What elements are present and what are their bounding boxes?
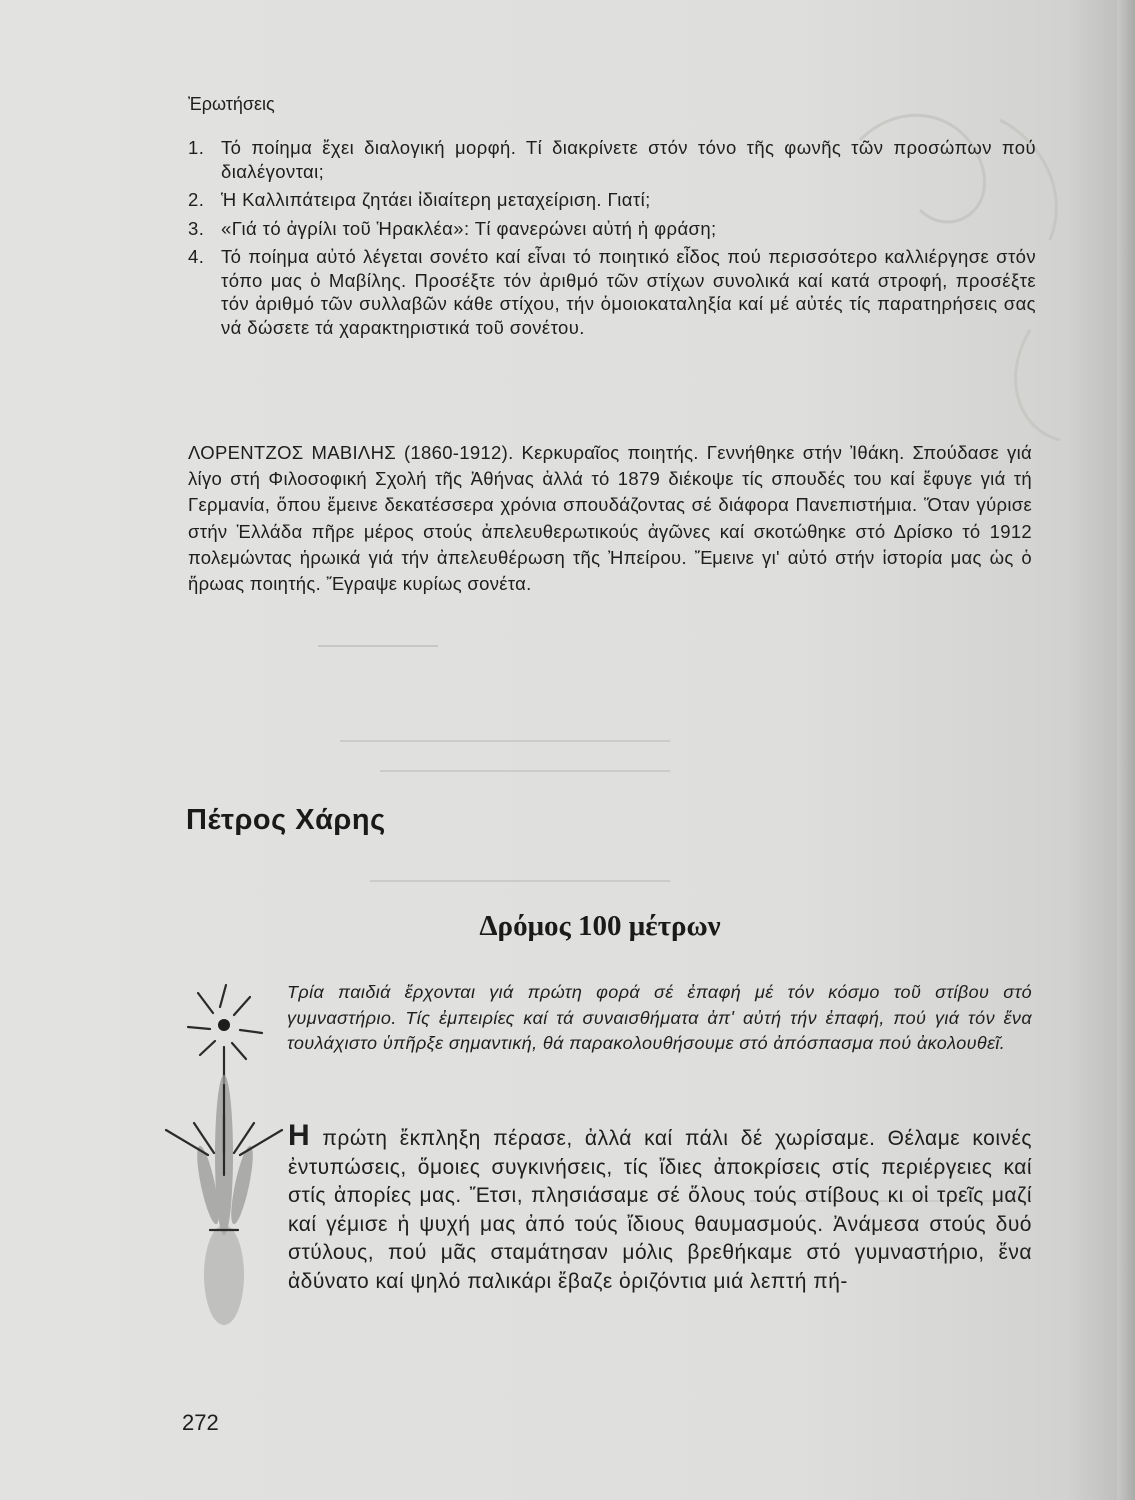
question-item bbox=[188, 136, 1036, 183]
question-number: 4. bbox=[188, 246, 205, 267]
questions-heading: Ἐρωτήσεις bbox=[188, 94, 275, 114]
question-number: 3. bbox=[188, 217, 205, 239]
chapter-body-text bbox=[288, 1119, 1032, 1296]
question-number: 1. bbox=[188, 137, 205, 158]
body-paragraph: πρώτη ἔκπληξη πέρασε, ἀλλά καί πάλι δέ χωρίσαμε. Θέλαμε κοινές ἐντυπώσεις, ὅμοιες συγκινήσεις, τίς ἴδιες ἀποκρίσεις στίς περιέργειες καί στίς ἀπορίες μας. Ἔτσι, πλησιάσαμε σέ ὅλους τούς στίβους κι οἱ τρεῖς μαζί καί γέμισε ἡ ψυχή μας ἀπό τούς ἴδιους θαυμασμούς. Ἀνάμεσα στούς δυό στύλους, πού μᾶς σταμάτησαν μόλις βρεθήκαμε στό γυμναστήριο, ἕνα ἀδύνατο καί ψηλό παλικάρι ἔβαζε ὁριζόντια μιά λεπτή πή- bbox=[288, 1127, 1032, 1293]
question-item bbox=[188, 217, 1036, 241]
question-text: Ἡ Καλλιπάτειρα ζητάει ἰδιαίτερη μεταχείριση. Γιατί; bbox=[221, 189, 651, 210]
question-number: 2. bbox=[188, 189, 205, 210]
flower-illustration bbox=[158, 975, 288, 1335]
question-item bbox=[188, 245, 1036, 339]
author-name: Πέτρος Χάρης bbox=[186, 804, 386, 836]
chapter-introduction: Τρία παιδιά ἔρχονται γιά πρώτη φορά σέ ἐπαφή μέ τόν κόσμο τοῦ στίβου στό γυμναστήριο. Τίς ἐμπειρίες καί τά συναισθήματα ἀπ' αὐτή τήν ἐπαφή, πού γιά τόν ἕνα τουλάχιστο ὑπῆρξε σημαντική, θά παρακολουθήσουμε στό ἀπόσπασμα πού ἀκολουθεῖ. bbox=[287, 982, 1032, 1053]
drop-cap: Η bbox=[288, 1119, 311, 1152]
question-text: Τό ποίημα αὐτό λέγεται σονέτο καί εἶναι τό ποιητικό εἶδος πού περισσότερο καλλιέργησε στόν τόπο μας ὁ Μαβίλης. Προσέξτε τόν ἀριθμό τῶν στίχων συνολικά καί κατά στροφή, προσέξτε τόν ἀριθμό τῶν συλλαβῶν κάθε στίχου, τήν ὁμοιοκαταληξία καί μέ αὐτές τίς παρατηρήσεις σας νά δώσετε τά χαρακτηριστικά τοῦ σονέτου. bbox=[221, 246, 1036, 338]
page-number: 272 bbox=[182, 1410, 219, 1435]
question-text: Τό ποίημα ἔχει διαλογική μορφή. Τί διακρίνετε στόν τόνο τῆς φωνῆς τῶν προσώπων πού διαλέγονται; bbox=[221, 137, 1036, 182]
question-item bbox=[188, 188, 1036, 212]
questions-list bbox=[188, 136, 1036, 344]
question-text: «Γιά τό ἀγρίλι τοῦ Ἡρακλέα»: Τί φανερώνει αὐτή ἡ φράση; bbox=[221, 217, 717, 239]
author-biography: ΛΟΡΕΝΤΖΟΣ ΜΑΒΙΛΗΣ (1860-1912). Κερκυραῖος ποιητής. Γεννήθηκε στήν Ἰθάκη. Σπούδασε γιά λίγο στή Φιλοσοφική Σχολή τῆς Ἀθήνας ἀλλά τό 1879 διέκοψε τίς σπουδές του καί ἔφυγε γιά τή Γερμανία, ὅπου ἔμεινε δεκατέσσερα χρόνια σπουδάζοντας σέ διάφορα Πανεπιστήμια. Ὅταν γύρισε στήν Ἑλλάδα πῆρε μέρος στούς ἀπελευθερωτικούς ἀγῶνες καί σκοτώθηκε στό Δρίσκο τό 1912 πολεμώντας ἡρωικά γιά τήν ἀπελευθέρωση τῆς Ἠπείρου. Ἔμεινε γι' αὐτό στήν ἱστορία μας ὡς ὁ ἥρωας ποιητής. Ἔγραψε κυρίως σονέτα. bbox=[188, 442, 1032, 595]
chapter-title: Δρόμος 100 μέτρων bbox=[479, 910, 721, 942]
book-spine-shadow bbox=[1117, 0, 1135, 1500]
